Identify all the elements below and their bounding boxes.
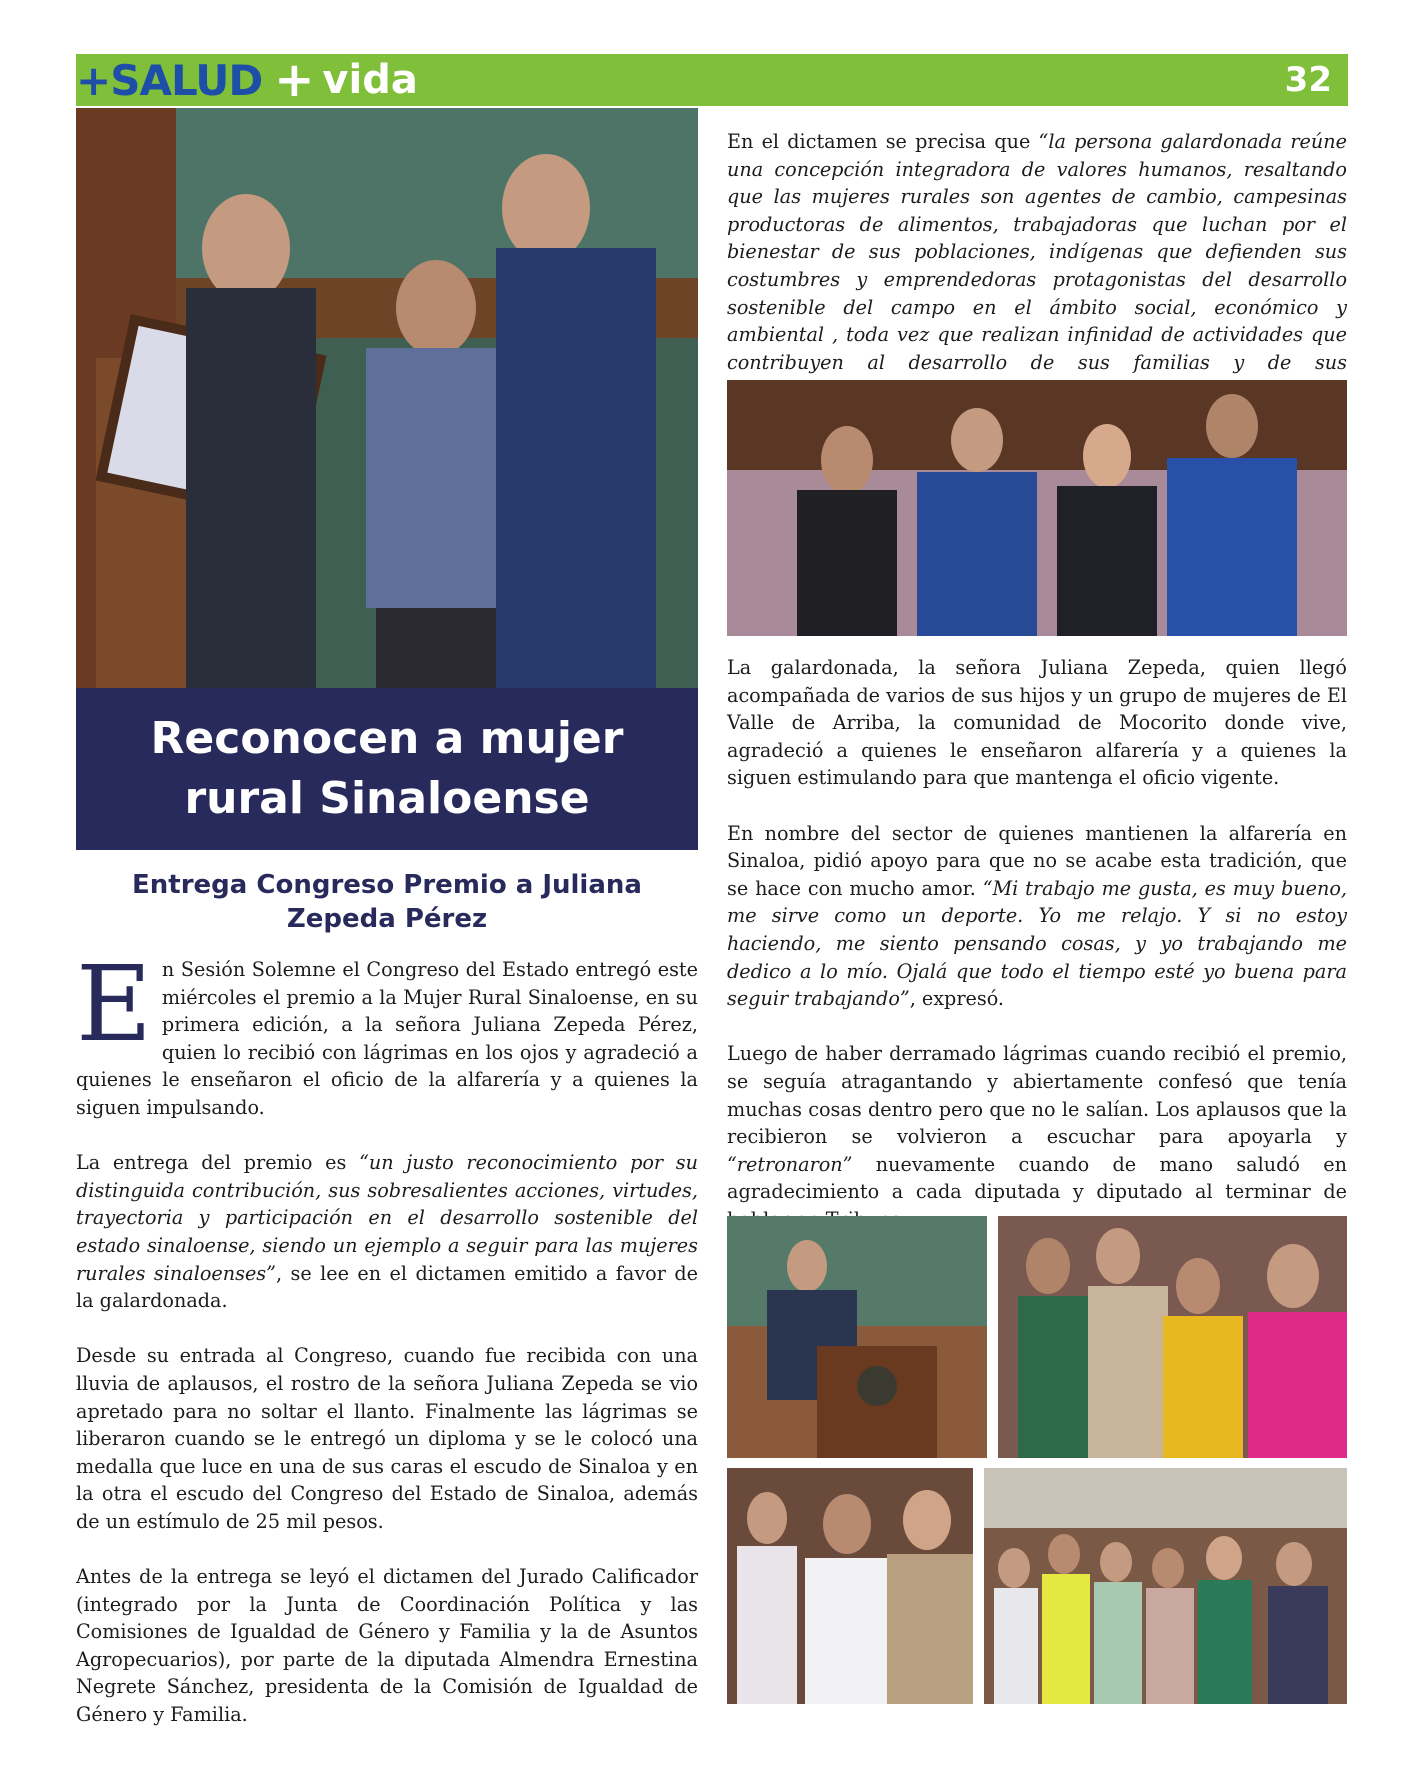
paragraph-2-text: La entrega del premio es — [76, 1151, 360, 1175]
brand-plus: + — [274, 52, 315, 108]
photo-group-legislators — [727, 380, 1347, 636]
photo-women-seated — [998, 1216, 1347, 1458]
paragraph-7-tail: , expresó. — [909, 987, 1005, 1011]
paragraph-7-quote: “Mi trabajo me gusta, es muy bueno, me sirve como un deporte. Yo me relajo. Y si no estoy haciendo, me siento pensando cosas, y yo trabajando me dedico a lo mío. Ojalá que todo el tiempo esté yo buena para seguir trabajando” — [727, 876, 1347, 1011]
article-title-box — [76, 688, 698, 850]
paragraph-3: Desde su entrada al Congreso, cuando fue recibida con una lluvia de aplausos, el rostro de la señora Juliana Zepeda se vio apretado para no soltar el llanto. Finalmente las lágrimas se liberaron cuando se le entregó un diploma y se le colocó una medalla que luce en una de sus caras el escudo de Sinaloa y en la otra el escudo del Congreso del Estado de Sinaloa, además de un estímulo de 25 mil pesos. — [76, 1344, 698, 1533]
paragraph-6: La galardonada, la señora Juliana Zepeda, quien llegó acompañada de varios de sus hijos y un grupo de mujeres de El Valle de Arriba, la comunidad de Mocorito donde vive, agradeció a quienes le enseñaron alfarería y a quienes la siguen estimulando para que mantenga el oficio vigente. — [727, 656, 1347, 790]
paragraph-7 — [727, 820, 1347, 1013]
photo-three-women — [727, 1468, 973, 1704]
paragraph-7-text: En nombre del sector de quienes mantienen la alfarería en Sinaloa, pidió apoyo para que no se acabe esta tradición, que se hace con mucho amor. — [727, 821, 1347, 900]
article-left-column — [76, 943, 698, 1729]
paragraph-8-quote: “retronaron” — [727, 1152, 853, 1176]
brand-vida: vida — [322, 57, 418, 103]
paragraph-1-text: n Sesión Solemne el Congreso del Estado entregó este miércoles el premio a la Mujer Rural Sinaloense, en su primera edición, a la señora Juliana Zepeda Pérez, quien lo recibió con lágrimas en los ojos y agradeció a quienes le enseñaron el oficio de la alfarería y a quienes la siguen impulsando. — [76, 958, 698, 1119]
section-brand — [76, 52, 418, 108]
drop-cap: E — [76, 943, 152, 1065]
paragraph-8-tail: nuevamente cuando de mano saludó en agradecimiento a cada diputada y diputado al terminar de — [727, 1152, 1347, 1204]
paragraph-2-quote: “un justo reconocimiento por su distinguida contribución, sus sobresalientes acciones, virtudes, trayectoria y participación en el desarrollo sostenible del estado sinaloense, siendo un ejemplo a seguir para las mujeres rurales sinaloenses” — [76, 1151, 698, 1285]
paragraph-1 — [76, 943, 698, 1122]
paragraph-2-tail: , se lee en el dictamen emitido a favor de la galardonada. — [76, 1261, 698, 1313]
paragraph-5-text: En el dictamen se precisa que — [727, 130, 1039, 153]
photo-women-group — [984, 1468, 1347, 1704]
article-title: Reconocen a mujer rural Sinaloense — [150, 713, 624, 824]
photo-speaker-podium — [727, 1216, 987, 1458]
paragraph-4: Antes de la entrega se leyó el dictamen del Jurado Calificador (integrado por la Junta de Coordinación Política y las Comisiones de Igualdad de Género y Familia y la de Asuntos Agropecuarios), por parte de la diputada Almendra Ernestina Negrete Sánchez, presidenta de la Comisión de Igualdad de Género y Familia. — [76, 1565, 698, 1727]
page-number: 32 — [1284, 60, 1332, 100]
article-right-middle — [727, 654, 1347, 1233]
paragraph-2 — [76, 1149, 698, 1315]
article-subtitle: Entrega Congreso Premio a Juliana Zepeda Pérez — [132, 870, 642, 934]
paragraph-8 — [727, 1040, 1347, 1233]
article-right-top — [727, 128, 1347, 404]
paragraph-5-quote: “la persona galardonada reúne una concepción integradora de valores humanos, resaltando que las mujeres rurales son agentes de cambio, campesinas productoras de alimentos, trabajadoras que luchan por el bienestar de sus poblaciones, indígenas que defienden sus costumbres y emprendedoras protagonistas del desarrollo sostenible del campo en el ámbito social, económico y ambiental , toda vez que realizan infinidad de actividades que contribuyen al desarrollo de sus familias y de sus — [727, 130, 1347, 374]
paragraph-5 — [727, 128, 1347, 404]
photo-award-ceremony — [76, 108, 698, 688]
paragraph-8-text: Luego de haber derramado lágrimas cuando recibió el premio, se seguía atragantando y abiertamente confesó que tenía muchas cosas dentro pero que no le salían. Los aplausos que la recibieron se volvieron a escuchar para apoyarla y — [727, 1042, 1347, 1149]
brand-salud: +SALUD — [76, 55, 263, 105]
